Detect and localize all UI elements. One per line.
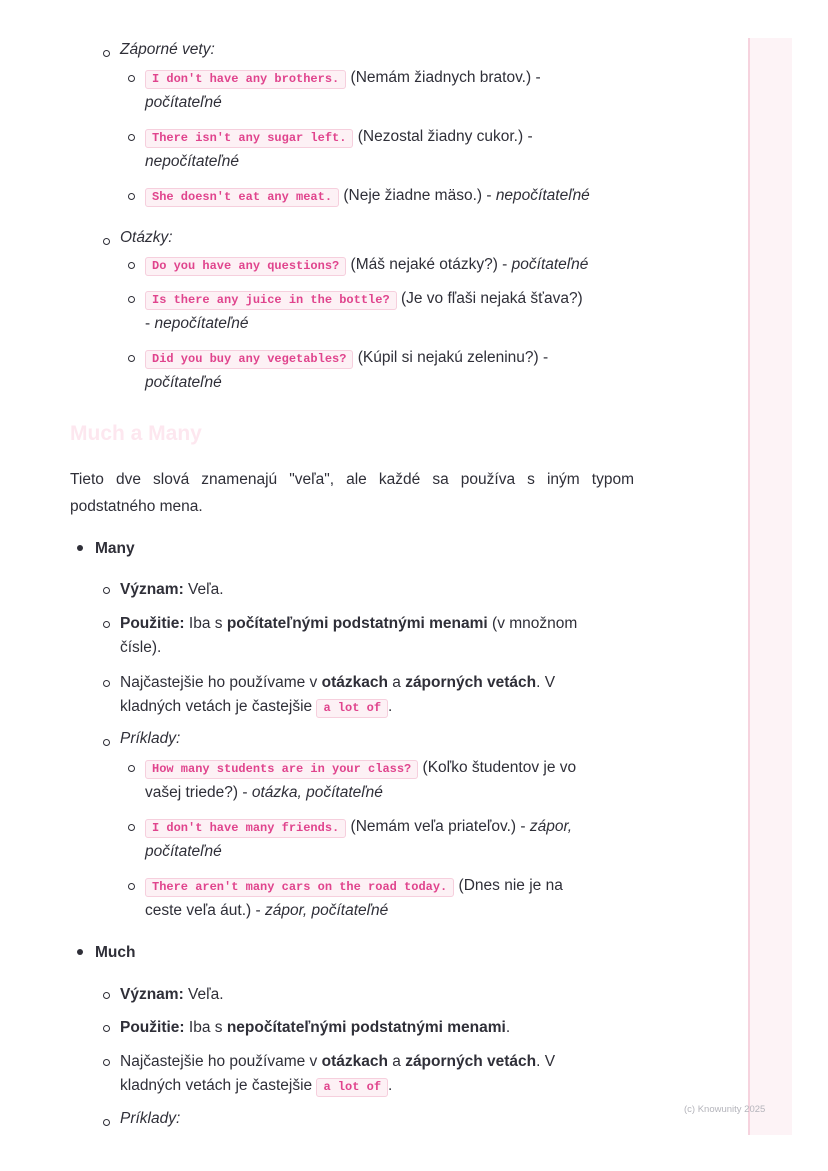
countability-tag: otázka, počítateľné (251, 784, 383, 801)
examples-label: Príklady: (120, 1110, 181, 1127)
much-often (120, 1050, 600, 1099)
right-margin-panel (748, 38, 792, 1135)
watermark: (c) Knowunity 2025 (684, 1104, 766, 1115)
example-code: I don't have many friends. (145, 819, 346, 838)
often-text: . V (536, 1053, 556, 1070)
translation: (Neje žiadne mäso.) - (339, 187, 496, 204)
often-text: Najčastejšie ho používame v (120, 674, 322, 691)
often-bold: záporných vetách (405, 1053, 537, 1070)
often-text: kladných vetách je častejšie (120, 698, 317, 715)
much-title: Much (95, 941, 135, 965)
example-code: There aren't many cars on the road today. (145, 878, 454, 897)
example-code: She doesn't eat any meat. (145, 188, 339, 207)
translation: (Nemám žiadnych bratov.) - (346, 69, 541, 86)
negative-example-1 (145, 66, 637, 115)
a-lot-of-code: a lot of (316, 699, 388, 718)
countability-tag: zápor, počítateľné (264, 902, 389, 919)
usage-text: Iba s (184, 1019, 227, 1036)
negatives-item (120, 41, 215, 59)
translation: ceste veľa áut.) - (145, 902, 265, 919)
countability-tag: počítateľné (145, 843, 222, 860)
translation: (Je vo fľaši nejaká šťava?) (396, 290, 583, 307)
question-example-1 (145, 253, 637, 278)
usage-text: (v množnom (487, 615, 578, 632)
countability-tag: nepočítateľné (154, 315, 249, 332)
countability-tag: počítateľné (145, 374, 222, 391)
a-lot-of-code: a lot of (316, 1078, 388, 1097)
often-text: kladných vetách je častejšie (120, 1077, 317, 1094)
usage-bold: nepočítateľnými podstatnými menami (226, 1019, 506, 1036)
translation: (Máš nejaké otázky?) - (346, 256, 512, 273)
translation: (Koľko študentov je vo (418, 759, 577, 776)
countability-tag: počítateľné (511, 256, 589, 273)
usage-label: Použitie: (120, 1019, 185, 1036)
many-example-2 (145, 815, 637, 864)
usage-text: Iba s (184, 615, 227, 632)
questions-label: Otázky: (120, 229, 173, 246)
many-example-3 (145, 874, 637, 923)
dash: - (145, 315, 155, 332)
often-text: Najčastejšie ho používame v (120, 1053, 322, 1070)
many-examples-item (120, 730, 180, 748)
negatives-label: Záporné vety: (120, 41, 215, 58)
much-meaning (120, 983, 600, 1007)
often-bold: otázkach (321, 674, 388, 691)
example-code: There isn't any sugar left. (145, 129, 353, 148)
countability-tag: zápor, (529, 818, 573, 835)
often-text: . V (536, 674, 556, 691)
countability-tag: počítateľné (145, 94, 222, 111)
often-bold: otázkach (321, 1053, 388, 1070)
many-usage (120, 612, 600, 660)
question-example-2 (145, 287, 637, 336)
example-code: Did you buy any vegetables? (145, 350, 353, 369)
much-usage (120, 1016, 600, 1040)
many-example-1 (145, 756, 637, 805)
examples-label: Príklady: (120, 730, 181, 747)
often-text: a (387, 674, 406, 691)
often-text: a (387, 1053, 406, 1070)
translation: (Dnes nie je na (454, 877, 563, 894)
translation: (Nemám veľa priateľov.) - (346, 818, 530, 835)
negative-example-2 (145, 125, 637, 174)
meaning-label: Význam: (120, 986, 184, 1003)
translation: (Nezostal žiadny cukor.) - (353, 128, 533, 145)
example-code: How many students are in your class? (145, 760, 418, 779)
countability-tag: nepočítateľné (145, 153, 239, 170)
countability-tag: nepočítateľné (495, 187, 590, 204)
many-meaning (120, 578, 600, 602)
usage-text: čísle). (120, 639, 162, 656)
much-examples-item (120, 1110, 180, 1128)
often-text: . (388, 698, 393, 715)
many-often (120, 671, 600, 720)
meaning-value: Veľa. (183, 581, 224, 598)
usage-text: . (505, 1019, 511, 1036)
question-example-3 (145, 346, 637, 395)
usage-label: Použitie: (120, 615, 185, 632)
questions-item (120, 229, 173, 247)
meaning-label: Význam: (120, 581, 184, 598)
section-heading: Much a Many (70, 422, 202, 445)
example-code: Is there any juice in the bottle? (145, 291, 397, 310)
often-bold: záporných vetách (405, 674, 537, 691)
example-code: I don't have any brothers. (145, 70, 346, 89)
negative-example-3 (145, 184, 637, 209)
many-title: Many (95, 537, 135, 561)
translation: (Kúpil si nejakú zeleninu?) - (353, 349, 549, 366)
usage-bold: počítateľnými podstatnými menami (226, 615, 488, 632)
often-text: . (388, 1077, 393, 1094)
example-code: Do you have any questions? (145, 257, 346, 276)
meaning-value: Veľa. (183, 986, 224, 1003)
translation: vašej triede?) - (145, 784, 252, 801)
intro-paragraph: Tieto dve slová znamenajú "veľa", ale každé sa používa s iným typom podstatného mena. (70, 471, 634, 515)
